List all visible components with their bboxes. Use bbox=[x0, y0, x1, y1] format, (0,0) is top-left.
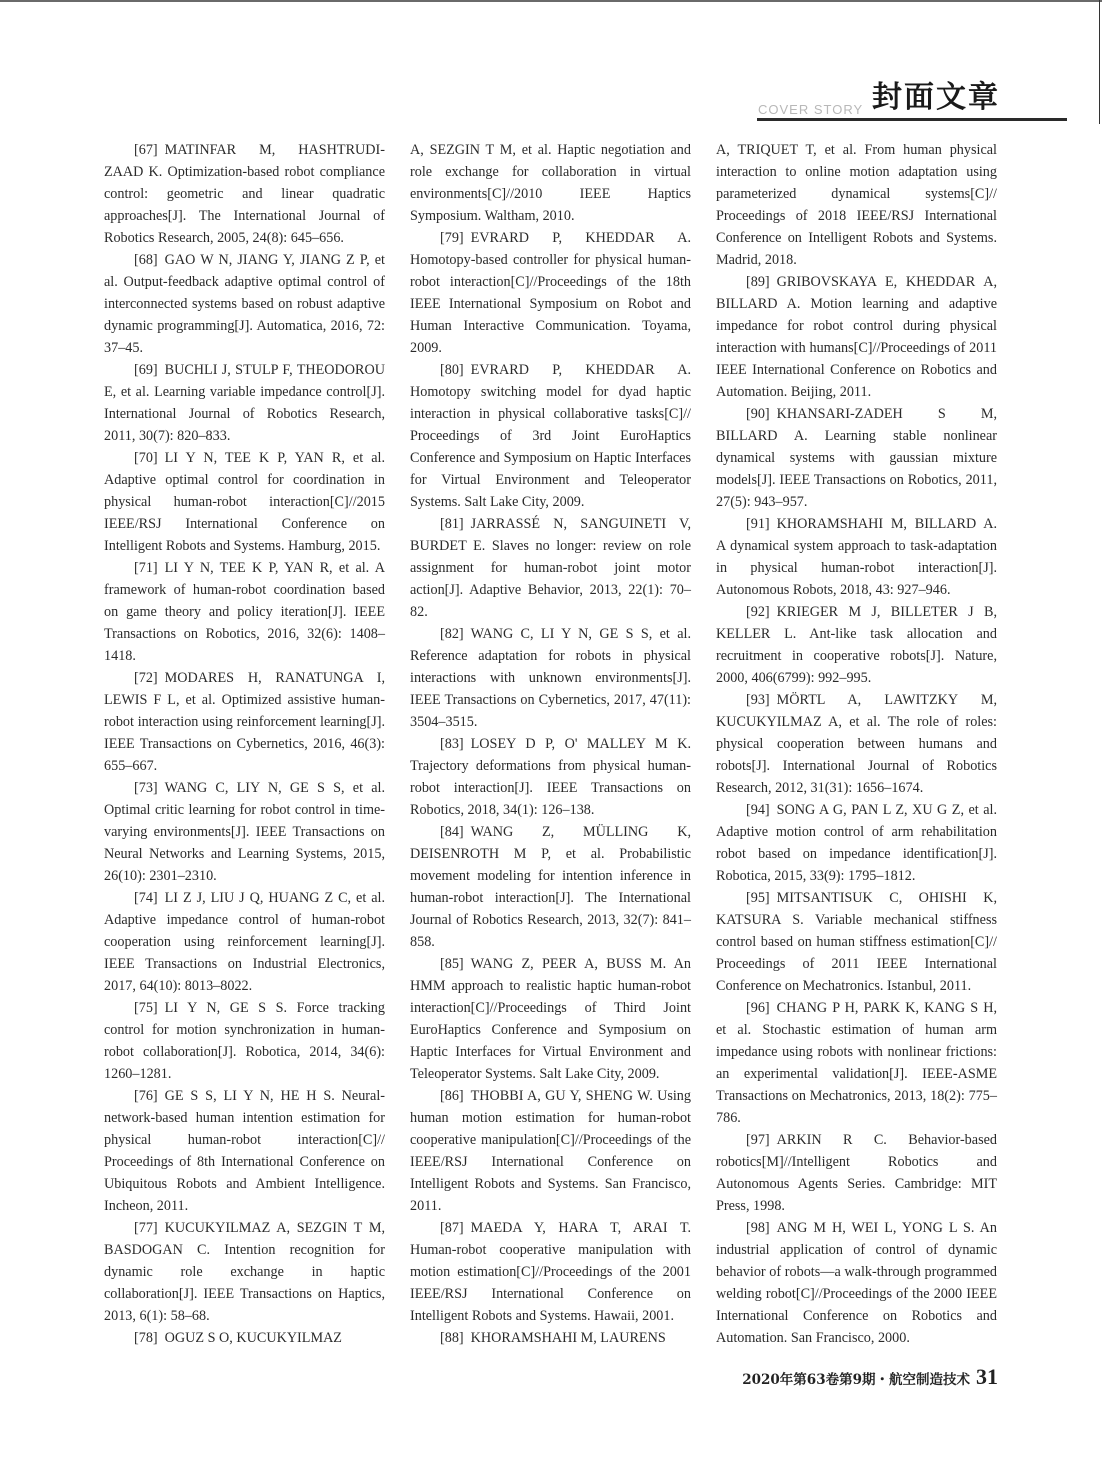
page-footer bbox=[708, 1364, 998, 1392]
reference-text: MATINFAR M, HASHTRUDI-ZAAD K. Optimization-based robot compliance control: geometric and linear quadratic approaches[J]. The International Journal of Robotics Research, 2005, 24(8): 645–656. bbox=[104, 142, 385, 246]
reference-entry bbox=[716, 403, 997, 513]
reference-entry bbox=[104, 447, 385, 557]
reference-entry bbox=[104, 1217, 385, 1327]
reference-entry bbox=[104, 667, 385, 777]
reference-number: [85] bbox=[440, 956, 464, 972]
reference-number: [93] bbox=[746, 692, 770, 708]
reference-entry bbox=[410, 821, 691, 953]
top-border bbox=[0, 0, 1102, 2]
reference-number: [74] bbox=[134, 890, 158, 906]
reference-text: EVRARD P, KHEDDAR A. Homotopy switching model for dyad haptic interaction in physical collaborative tasks[C]// Proceedings of 3rd Joint EuroHaptics Conference and Symposium on Haptic Interfaces for Virtual Environment and Teleoperator Systems. Salt Lake City, 2009. bbox=[410, 362, 691, 510]
reference-number: [83] bbox=[440, 736, 464, 752]
reference-entry bbox=[410, 623, 691, 733]
reference-number: [81] bbox=[440, 516, 464, 532]
reference-text: GE S S, LI Y N, HE H S. Neural-network-based human intention estimation for physical human-robot interaction[C]// Proceedings of 8th International Conference on Ubiquitous Robots and Ambient Intelligence. Incheon, 2011. bbox=[104, 1088, 385, 1214]
reference-text: WANG C, LI Y N, GE S S, et al. Reference adaptation for robots in physical interactions with unknown environments[J]. IEEE Transactions on Cybernetics, 2017, 47(11): 3504–3515. bbox=[410, 626, 691, 730]
reference-number: [97] bbox=[746, 1132, 770, 1148]
reference-number: [90] bbox=[746, 406, 770, 422]
reference-column-3 bbox=[716, 139, 997, 1349]
journal-issue: 2020年第63卷第9期・航空制造技术 bbox=[742, 1372, 970, 1388]
reference-entry bbox=[410, 1327, 691, 1349]
reference-entry bbox=[104, 1085, 385, 1217]
reference-number: [88] bbox=[440, 1330, 464, 1346]
reference-number: [68] bbox=[134, 252, 158, 268]
reference-text: LI Y N, TEE K P, YAN R, et al. Adaptive optimal control for coordination in physical human-robot interaction[C]//2015 IEEE/RSJ International Conference on Intelligent Robots and Systems. Hamburg, 2015. bbox=[104, 450, 385, 554]
reference-text: ANG M H, WEI L, YONG L S. An industrial application of control of dynamic behavior of robots—a walk-through programmed welding robot[C]//Proceedings of the 2000 IEEE International Conference on Robotics and Automation. San Francisco, 2000. bbox=[716, 1220, 997, 1346]
reference-entry bbox=[104, 997, 385, 1085]
reference-text: MAEDA Y, HARA T, ARAI T. Human-robot cooperative manipulation with motion estimation[C]//Proceedings of the 2001 IEEE/RSJ International Conference on Intelligent Robots and Systems. Hawaii, 2001. bbox=[410, 1220, 691, 1324]
reference-number: [77] bbox=[134, 1220, 158, 1236]
reference-entry bbox=[104, 1327, 385, 1349]
reference-entry bbox=[716, 799, 997, 887]
reference-number: [91] bbox=[746, 516, 770, 532]
reference-number: [98] bbox=[746, 1220, 770, 1236]
section-label-en: COVER STORY bbox=[758, 102, 864, 117]
reference-text: BUCHLI J, STULP F, THEODOROU E, et al. Learning variable impedance control[J]. International Journal of Robotics Research, 2011, 30(7): 820–833. bbox=[104, 362, 385, 444]
reference-number: [84] bbox=[440, 824, 464, 840]
reference-entry bbox=[104, 139, 385, 249]
reference-entry bbox=[104, 557, 385, 667]
reference-text: EVRARD P, KHEDDAR A. Homotopy-based controller for physical human-robot interaction[C]//Proceedings of the 18th IEEE International Symposium on Robot and Human Interactive Communication. Toyama, 2009. bbox=[410, 230, 691, 356]
reference-text: MITSANTISUK C, OHISHI K, KATSURA S. Variable mechanical stiffness control based on human stiffness estimation[C]// Proceedings of 2011 IEEE International Conference on Mechatronics. Istanbul, 2011. bbox=[716, 890, 997, 994]
reference-entry bbox=[104, 777, 385, 887]
reference-number: [82] bbox=[440, 626, 464, 642]
reference-text: A, SEZGIN T M, et al. Haptic negotiation and role exchange for collaboration in virtual environments[C]//2010 IEEE Haptics Symposium. Waltham, 2010. bbox=[410, 142, 691, 224]
reference-column-2 bbox=[410, 139, 691, 1349]
reference-number: [92] bbox=[746, 604, 770, 620]
reference-number: [89] bbox=[746, 274, 770, 290]
reference-text: GAO W N, JIANG Y, JIANG Z P, et al. Output-feedback adaptive optimal control of interconnected systems based on robust adaptive dynamic programming[J]. Automatica, 2016, 72: 37–45. bbox=[104, 252, 385, 356]
reference-entry bbox=[716, 271, 997, 403]
reference-number: [71] bbox=[134, 560, 158, 576]
reference-number: [73] bbox=[134, 780, 158, 796]
reference-entry bbox=[410, 1085, 691, 1217]
reference-number: [96] bbox=[746, 1000, 770, 1016]
reference-entry bbox=[716, 1217, 997, 1349]
reference-text: WANG Z, MÜLLING K, DEISENROTH M P, et al. Probabilistic movement modeling for intention inference in human-robot interaction[J]. The International Journal of Robotics Research, 2013, 32(7): 841–858. bbox=[410, 824, 691, 950]
reference-number: [70] bbox=[134, 450, 158, 466]
reference-entry bbox=[716, 513, 997, 601]
reference-text: LI Z J, LIU J Q, HUANG Z C, et al. Adaptive impedance control of human-robot cooperation using reinforcement learning[J]. IEEE Transactions on Industrial Electronics, 2017, 64(10): 8013–8022. bbox=[104, 890, 385, 994]
reference-text: JARRASSÉ N, SANGUINETI V, BURDET E. Slaves no longer: review on role assignment for human-robot joint motor action[J]. Adaptive Behavior, 2013, 22(1): 70–82. bbox=[410, 516, 691, 620]
reference-entry bbox=[410, 139, 691, 227]
reference-text: GRIBOVSKAYA E, KHEDDAR A, BILLARD A. Motion learning and adaptive impedance for robot control during physical interaction with humans[C]//Proceedings of 2011 IEEE International Conference on Robotics and Automation. Beijing, 2011. bbox=[716, 274, 997, 400]
reference-text: LOSEY D P, O' MALLEY M K. Trajectory deformations from physical human-robot interaction[J]. IEEE Transactions on Robotics, 2018, 34(1): 126–138. bbox=[410, 736, 691, 818]
reference-number: [87] bbox=[440, 1220, 464, 1236]
reference-entry bbox=[104, 359, 385, 447]
reference-entry bbox=[410, 733, 691, 821]
reference-text: MODARES H, RANATUNGA I, LEWIS F L, et al. Optimized assistive human-robot interaction using reinforcement learning[J]. IEEE Transactions on Cybernetics, 2016, 46(3): 655–667. bbox=[104, 670, 385, 774]
reference-number: [78] bbox=[134, 1330, 158, 1346]
reference-number: [80] bbox=[440, 362, 464, 378]
reference-number: [79] bbox=[440, 230, 464, 246]
reference-number: [76] bbox=[134, 1088, 158, 1104]
reference-text: CHANG P H, PARK K, KANG S H, et al. Stochastic estimation of human arm impedance using robots with nonlinear frictions: an experimental validation[J]. IEEE-ASME Transactions on Mechatronics, 2013, 18(2): 775–786. bbox=[716, 1000, 997, 1126]
reference-text: KHANSARI-ZADEH S M, BILLARD A. Learning stable nonlinear dynamical systems with gaussian mixture models[J]. IEEE Transactions on Robotics, 2011, 27(5): 943–957. bbox=[716, 406, 997, 510]
reference-entry bbox=[104, 249, 385, 359]
reference-entry bbox=[410, 513, 691, 623]
reference-column-1 bbox=[104, 139, 385, 1349]
reference-number: [95] bbox=[746, 890, 770, 906]
reference-entry bbox=[716, 689, 997, 799]
reference-entry bbox=[716, 887, 997, 997]
header-rule bbox=[757, 118, 1067, 121]
reference-entry bbox=[104, 887, 385, 997]
reference-text: A, TRIQUET T, et al. From human physical interaction to online motion adaptation using parameterized dynamical systems[C]// Proceedings of 2018 IEEE/RSJ International Conference on Intelligent Robots and Systems. Madrid, 2018. bbox=[716, 142, 997, 268]
reference-text: KHORAMSHAHI M, BILLARD A. A dynamical system approach to task-adaptation in physical human-robot interaction[J]. Autonomous Robots, 2018, 43: 927–946. bbox=[716, 516, 997, 598]
reference-entry bbox=[716, 601, 997, 689]
reference-number: [72] bbox=[134, 670, 158, 686]
reference-text: KUCUKYILMAZ A, SEZGIN T M, BASDOGAN C. Intention recognition for dynamic role exchange in haptic collaboration[J]. IEEE Transactions on Haptics, 2013, 6(1): 58–68. bbox=[104, 1220, 385, 1324]
reference-text: LI Y N, GE S S. Force tracking control for motion synchronization in human-robot collaboration[J]. Robotica, 2014, 34(6): 1260–1281. bbox=[104, 1000, 385, 1082]
reference-text: WANG Z, PEER A, BUSS M. An HMM approach to realistic haptic human-robot interaction[C]//Proceedings of Third Joint EuroHaptics Conference and Symposium on Haptic Interfaces for Virtual Environment and Teleoperator Systems. Salt Lake City, 2009. bbox=[410, 956, 691, 1082]
section-label-zh: 封面文章 bbox=[872, 80, 1000, 115]
reference-entry bbox=[410, 953, 691, 1085]
reference-text: KHORAMSHAHI M, LAURENS bbox=[470, 1330, 666, 1346]
reference-text: ARKIN R C. Behavior-based robotics[M]//Intelligent Robotics and Autonomous Agents Series. Cambridge: MIT Press, 1998. bbox=[716, 1132, 997, 1214]
reference-number: [67] bbox=[134, 142, 158, 158]
reference-text: THOBBI A, GU Y, SHENG W. Using human motion estimation for human-robot cooperative manipulation[C]//Proceedings of the IEEE/RSJ International Conference on Intelligent Robots and Systems. San Francisco, 2011. bbox=[410, 1088, 691, 1214]
reference-text: LI Y N, TEE K P, YAN R, et al. A framework of human-robot coordination based on game theory and policy iteration[J]. IEEE Transactions on Robotics, 2016, 32(6): 1408–1418. bbox=[104, 560, 385, 664]
reference-entry bbox=[716, 1129, 997, 1217]
reference-text: WANG C, LIY N, GE S S, et al. Optimal critic learning for robot control in time-varying environments[J]. IEEE Transactions on Neural Networks and Learning Systems, 2015, 26(10): 2301–2310. bbox=[104, 780, 385, 884]
reference-number: [94] bbox=[746, 802, 770, 818]
reference-text: SONG A G, PAN L Z, XU G Z, et al. Adaptive motion control of arm rehabilitation robot based on impedance identification[J]. Robotica, 2015, 33(9): 1795–1812. bbox=[716, 802, 997, 884]
reference-text: MÖRTL A, LAWITZKY M, KUCUKYILMAZ A, et al. The role of roles: physical cooperation between humans and robots[J]. International Journal of Robotics Research, 2012, 31(31): 1656–1674. bbox=[716, 692, 997, 796]
reference-entry bbox=[410, 1217, 691, 1327]
reference-text: OGUZ S O, KUCUKYILMAZ bbox=[164, 1330, 342, 1346]
page-number: 31 bbox=[976, 1364, 998, 1389]
reference-text: KRIEGER M J, BILLETER J B, KELLER L. Ant-like task allocation and recruitment in cooperative robots[J]. Nature, 2000, 406(6799): 992–995. bbox=[716, 604, 997, 686]
reference-entry bbox=[716, 139, 997, 271]
reference-number: [69] bbox=[134, 362, 158, 378]
reference-number: [75] bbox=[134, 1000, 158, 1016]
reference-entry bbox=[410, 359, 691, 513]
reference-number: [86] bbox=[440, 1088, 464, 1104]
right-frame-rule bbox=[1099, 0, 1100, 124]
reference-entry bbox=[410, 227, 691, 359]
reference-entry bbox=[716, 997, 997, 1129]
